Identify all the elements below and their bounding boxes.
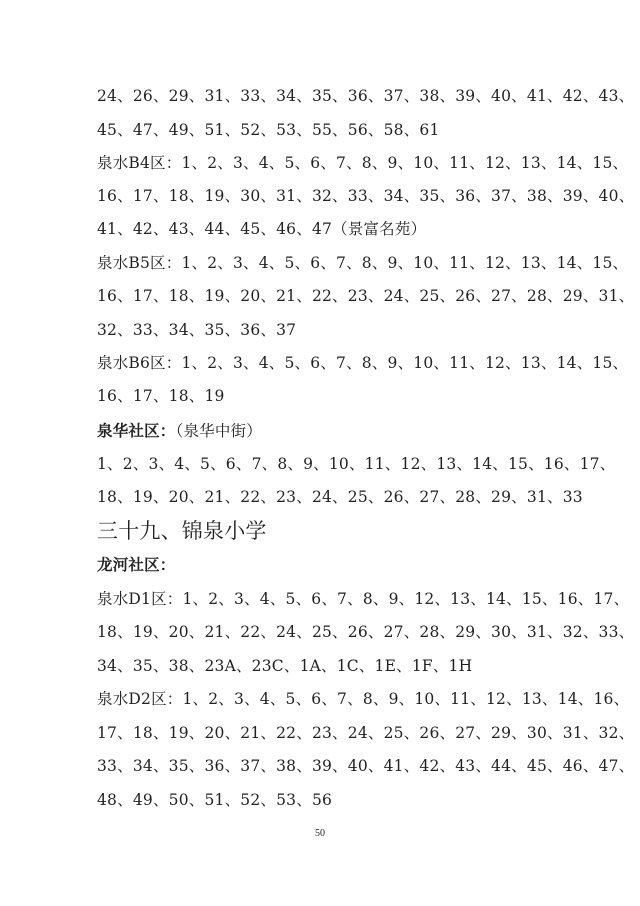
text-line: 16、17、18、19、20、21、22、23、24、25、26、27、28、29、31、 xyxy=(97,287,635,305)
text-line: 16、17、18、19 xyxy=(97,387,225,405)
community-heading-longhe: 龙河社区： xyxy=(97,555,176,574)
community-note: （泉华中街） xyxy=(175,422,262,440)
text-line: 1、2、3、4、5、6、7、8、9、10、11、12、13、14、15、16、17、 xyxy=(97,455,616,473)
text-line: 45、47、49、51、52、53、55、56、58、61 xyxy=(97,121,440,139)
text-line: 41、42、43、44、45、46、47（景富名苑） xyxy=(97,220,427,238)
text-line: 18、19、20、21、22、23、24、25、26、27、28、29、31、33 xyxy=(97,488,583,506)
text-line: 泉水D2区：1、2、3、4、5、6、7、8、9、10、11、12、13、14、16、 xyxy=(97,690,630,708)
text-line: 泉水B4区：1、2、3、4、5、6、7、8、9、10、11、12、13、14、15、 xyxy=(97,154,629,172)
text-line: 48、49、50、51、52、53、56 xyxy=(97,791,333,809)
community-heading-quanhua xyxy=(97,421,262,441)
page-number: 50 xyxy=(315,828,325,839)
text-line: 34、35、38、23A、23C、1A、1C、1E、1F、1H xyxy=(97,657,473,675)
section-heading: 三十九、锦泉小学 xyxy=(97,519,267,543)
text-line: 32、33、34、35、36、37 xyxy=(97,321,297,339)
text-line: 18、19、20、21、22、24、25、26、27、28、29、30、31、32、33、 xyxy=(97,623,635,641)
text-line: 24、26、29、31、33、34、35、36、37、38、39、40、41、42、43、 xyxy=(97,87,635,105)
text-line: 泉水B5区：1、2、3、4、5、6、7、8、9、10、11、12、13、14、15、 xyxy=(97,254,629,272)
text-line: 泉水D1区：1、2、3、4、5、6、7、8、9、12、13、14、15、16、17、 xyxy=(97,590,630,608)
text-line: 16、17、18、19、30、31、32、33、34、35、36、37、38、39、40、 xyxy=(97,187,635,205)
text-line: 17、18、19、20、21、22、23、24、25、26、27、29、30、31、32、 xyxy=(97,724,635,742)
community-label: 泉华社区： xyxy=(97,421,176,440)
text-line: 泉水B6区：1、2、3、4、5、6、7、8、9、10、11、12、13、14、15、 xyxy=(97,354,629,372)
text-line: 33、34、35、36、37、38、39、40、41、42、43、44、45、46、47、 xyxy=(97,757,635,775)
